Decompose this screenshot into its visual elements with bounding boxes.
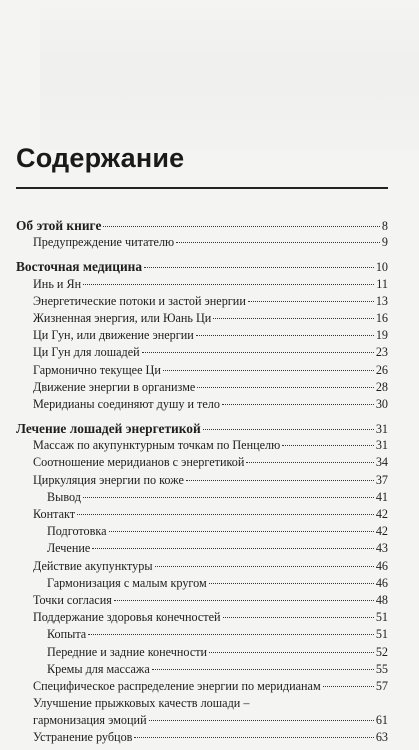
toc-entry[interactable] xyxy=(16,712,388,729)
toc-entry-title: Предупреждение читателю xyxy=(33,235,175,250)
toc-entry-title-line2: гармонизация эмоций xyxy=(33,713,147,728)
toc-entry[interactable] xyxy=(16,327,388,344)
dot-leader xyxy=(323,686,374,687)
table-of-contents xyxy=(16,217,388,747)
toc-entry-title: Энергетические потоки и застой энергии xyxy=(33,293,246,308)
toc-page-number: 55 xyxy=(375,661,388,676)
toc-subentry[interactable] xyxy=(16,523,388,540)
toc-entry-title: Циркуляция энергии по коже xyxy=(33,472,184,487)
toc-entry[interactable] xyxy=(16,592,388,609)
toc-page-number: 52 xyxy=(375,644,388,659)
dot-leader xyxy=(209,583,374,584)
toc-entry-title: Жизненная энергия, или Юань Ци xyxy=(33,310,212,325)
dot-leader xyxy=(88,634,374,635)
dot-leader xyxy=(83,497,374,498)
toc-entry-title: Инь и Ян xyxy=(33,276,82,291)
dot-leader xyxy=(103,226,380,227)
toc-page-number: 51 xyxy=(375,627,388,642)
toc-page-number: 31 xyxy=(375,438,388,453)
toc-entry[interactable] xyxy=(16,310,388,327)
toc-page-number: 16 xyxy=(375,310,388,325)
toc-entry-title: Подготовка xyxy=(47,524,107,539)
dot-leader xyxy=(114,600,374,601)
page-title: Содержание xyxy=(16,143,185,173)
dot-leader xyxy=(186,480,374,481)
toc-entry-title: Меридианы соединяют душу и тело xyxy=(33,396,220,411)
toc-entry-title: Кремы для массажа xyxy=(47,661,150,676)
toc-section-about-book[interactable] xyxy=(16,217,388,234)
toc-entry-title: Лечение лошадей энергетикой xyxy=(16,421,201,437)
toc-page-number: 26 xyxy=(375,362,388,377)
toc-entry-title: Поддержание здоровья конечностей xyxy=(33,610,221,625)
dot-leader xyxy=(77,514,374,515)
toc-subentry[interactable] xyxy=(16,626,388,643)
toc-page-number: 46 xyxy=(375,558,388,573)
dot-leader xyxy=(152,669,374,670)
toc-entry[interactable] xyxy=(16,234,388,251)
toc-page-number: 43 xyxy=(375,541,388,556)
toc-entry[interactable] xyxy=(16,344,388,361)
toc-section-energy-treatment[interactable] xyxy=(16,420,388,437)
toc-page-number: 13 xyxy=(375,293,388,308)
toc-entry-title: Устранение рубцов xyxy=(33,730,133,745)
toc-page-number: 30 xyxy=(375,396,388,411)
toc-section-eastern-medicine[interactable] xyxy=(16,258,388,275)
toc-entry-title: Контакт xyxy=(33,507,76,521)
dot-leader xyxy=(92,548,374,549)
toc-entry[interactable] xyxy=(16,379,388,396)
toc-entry[interactable] xyxy=(16,362,388,379)
toc-entry-title: Восточная медицина xyxy=(16,259,143,275)
toc-entry-title: Гармонизация с малым кругом xyxy=(47,575,207,590)
toc-entry[interactable] xyxy=(16,506,388,523)
dot-leader xyxy=(203,429,374,430)
toc-entry[interactable] xyxy=(16,472,388,489)
toc-entry-title: Соотношение меридианов с энергетикой xyxy=(33,455,245,470)
dot-leader xyxy=(109,531,374,532)
toc-entry-title: Специфическое распределение энергии по меридианам xyxy=(33,678,321,693)
toc-page-number: 57 xyxy=(375,678,388,693)
toc-entry-title: Ци Гун, или движение энергии xyxy=(33,328,194,343)
toc-page-number: 34 xyxy=(375,455,388,470)
toc-subentry[interactable] xyxy=(16,489,388,506)
toc-page-number: 51 xyxy=(375,610,388,625)
facing-page-bleed xyxy=(40,0,419,150)
toc-subentry[interactable] xyxy=(16,575,388,592)
toc-entry[interactable] xyxy=(16,396,388,413)
toc-entry-title: Массаж по акупунктурным точкам по Пенцелю xyxy=(33,438,281,453)
dot-leader xyxy=(223,617,374,618)
dot-leader xyxy=(222,404,374,405)
toc-page-number: 9 xyxy=(381,235,388,250)
toc-page-number: 42 xyxy=(375,507,388,521)
dot-leader xyxy=(213,318,373,319)
toc-entry-title: Точки согласия xyxy=(33,592,112,607)
toc-page-number: 37 xyxy=(375,472,388,487)
section-gap xyxy=(16,251,388,258)
toc-page-number: 48 xyxy=(375,592,388,607)
toc-entry-title: Копыта xyxy=(47,627,87,642)
toc-entry[interactable] xyxy=(16,729,388,746)
dot-leader xyxy=(155,566,374,567)
toc-page-number: 28 xyxy=(375,379,388,394)
dot-leader xyxy=(209,652,374,653)
toc-entry[interactable] xyxy=(16,609,388,626)
toc-entry[interactable] xyxy=(16,437,388,454)
dot-leader xyxy=(197,387,374,388)
toc-entry[interactable] xyxy=(16,293,388,310)
toc-page-number: 11 xyxy=(376,276,388,291)
title-rule xyxy=(16,187,388,189)
toc-page-number: 23 xyxy=(375,345,388,360)
dot-leader xyxy=(163,370,374,371)
toc-entry-title: Ци Гун для лошадей xyxy=(33,345,140,360)
toc-page-number: 8 xyxy=(381,219,388,233)
toc-entry-title: Передние и задние конечности xyxy=(47,644,208,659)
toc-entry[interactable] xyxy=(16,678,388,695)
toc-entry[interactable] xyxy=(16,558,388,575)
toc-page-number: 42 xyxy=(375,524,388,539)
toc-page-number: 61 xyxy=(375,713,388,728)
toc-entry-title: Движение энергии в организме xyxy=(33,379,196,394)
dot-leader xyxy=(149,720,374,721)
toc-entry-title: Об этой книге xyxy=(16,218,102,233)
toc-page-number: 41 xyxy=(375,489,388,504)
toc-entry-title: Лечение xyxy=(47,541,91,556)
dot-leader xyxy=(282,445,374,446)
dot-leader xyxy=(248,301,374,302)
dot-leader xyxy=(176,242,380,243)
toc-entry-title-line1: Улучшение прыжковых качеств лошади – xyxy=(33,696,250,711)
dot-leader xyxy=(144,267,374,268)
toc-entry-title: Гармонично текущее Ци xyxy=(33,362,161,377)
toc-page-number: 63 xyxy=(375,730,388,745)
toc-entry-title: Вывод xyxy=(47,489,81,504)
dot-leader xyxy=(196,335,374,336)
toc-page-number: 10 xyxy=(375,260,388,275)
toc-subentry[interactable] xyxy=(16,644,388,661)
toc-page-number: 31 xyxy=(375,422,388,437)
toc-subentry[interactable] xyxy=(16,661,388,678)
dot-leader xyxy=(246,462,373,463)
dot-leader xyxy=(83,284,374,285)
toc-entry-title: Действие акупунктуры xyxy=(33,558,153,573)
section-gap xyxy=(16,413,388,420)
toc-page-number: 19 xyxy=(375,328,388,343)
toc-page-number: 46 xyxy=(375,575,388,590)
toc-subentry[interactable] xyxy=(16,540,388,557)
dot-leader xyxy=(142,352,374,353)
toc-entry[interactable] xyxy=(16,276,388,293)
toc-entry[interactable] xyxy=(16,454,388,471)
dot-leader xyxy=(134,737,373,738)
